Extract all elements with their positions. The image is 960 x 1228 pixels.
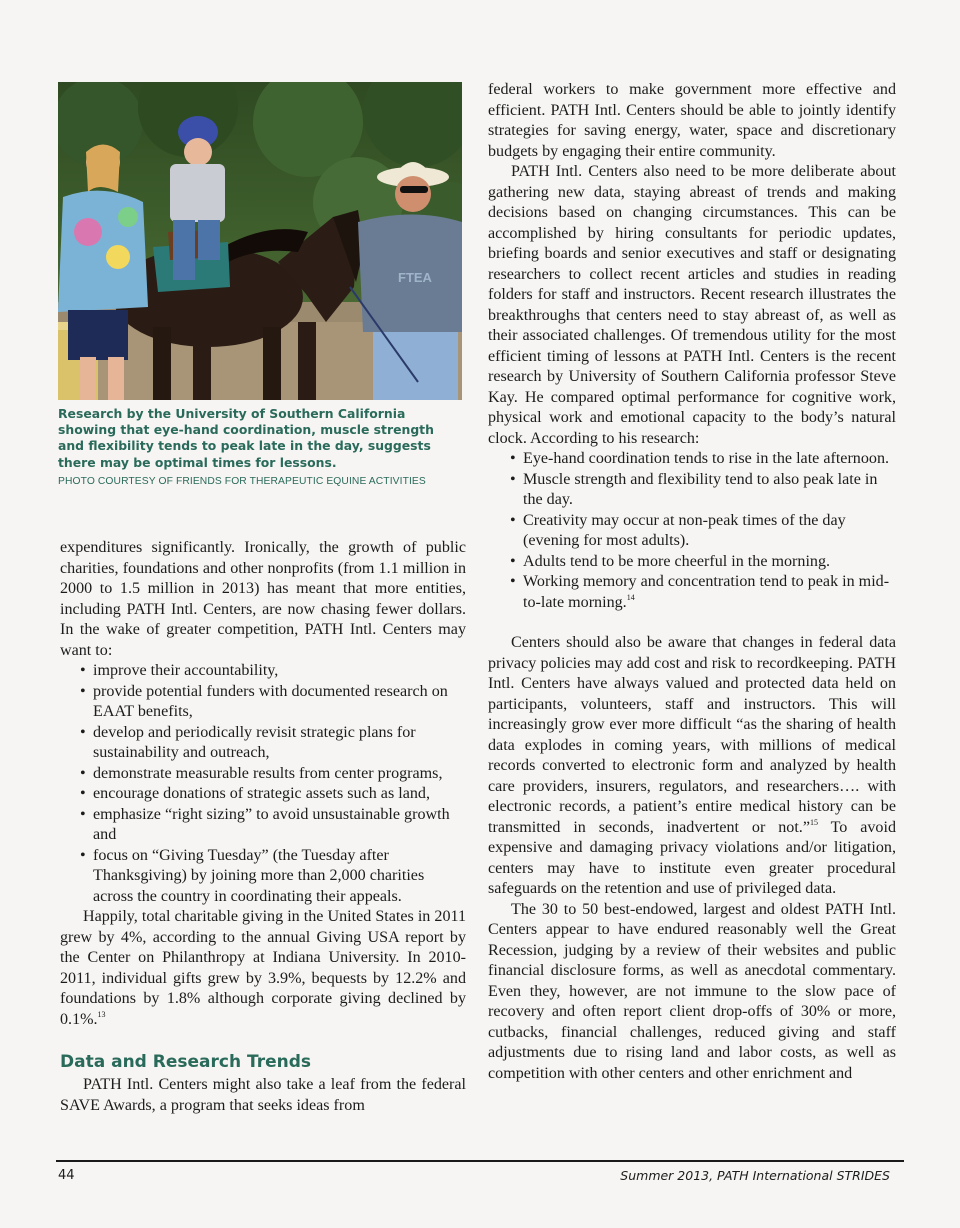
left-paragraph-1: expenditures significantly. Ironically, the growth of public charities, foundations and other nonprofits (from 1.1 million in 2000 to 1.5 million in 2013) has meant that more entities, including PATH Intl. Centers, are now chasing fewer dollars. In the wake of greater competition, PATH Intl. Centers may want to: xyxy=(60,539,466,659)
right-paragraph-1: federal workers to make government more effective and efficient. PATH Intl. Centers should be able to jointly identify strategies for saving energy, water, space and discretionary budgets by engaging their entire community. xyxy=(488,81,896,160)
list-item: • encourage donations of strategic assets such as land, xyxy=(80,784,466,805)
list-item: • demonstrate measurable results from center programs, xyxy=(80,764,466,785)
photo-credit: PHOTO COURTESY OF FRIENDS FOR THERAPEUTIC EQUINE ACTIVITIES xyxy=(58,476,426,487)
article-photo xyxy=(58,82,462,400)
footer-rule xyxy=(56,1160,904,1162)
right-paragraph-4: The 30 to 50 best-endowed, largest and oldest PATH Intl. Centers appear to have endured reasonably well the Great Recession, judging by a review of their websites and public financial disclosure forms, as well as anecdotal commentary. Even they, however, are not immune to the slow pace of recovery and often report client drop-offs of 30% or more, cutbacks, financial challenges, reduced giving and staff adjustments due to rising land and labor costs, as well as competition with other centers and other enrichment and xyxy=(488,900,896,1082)
right-paragraph-2: PATH Intl. Centers also need to be more deliberate about gathering new data, staying abreast of trends and making decisions based on changing circumstances. This can be accomplished by hiring consultants for periodic updates, briefing boards and senior executives and staff or designating researchers to collect recent articles and studies in reading folders for staff and instructors. Recent research illustrates the breakthroughs that centers need to stay abreast of, as well as their associated challenges. Of tremendous utility for the most efficient timing of lessons at PATH Intl. Centers is the recent research by University of Southern California professor Steve Kay. He compared optimal performance for cognitive work, physical work and emotional capacity to the body’s natural clock. According to his research: xyxy=(488,163,896,447)
list-item-text: Working memory and concentration tend to peak in mid-to-late morning. xyxy=(523,573,890,611)
list-item: • improve their accountability, xyxy=(80,661,466,682)
right-paragraph-3 xyxy=(488,633,896,900)
list-item: • provide potential funders with documented research on EAAT benefits, xyxy=(80,682,466,723)
list-item: • Eye-hand coordination tends to rise in the late afternoon. xyxy=(510,449,896,470)
footnote-ref-15: 15 xyxy=(809,817,818,827)
right-paragraph-3-text: Centers should also be aware that changes in federal data privacy policies may add cost and risk to recordkeeping. PATH Intl. Centers have always valued and protected data held on participants, volunteers, staff and instructors. This will increasingly grow ever more difficult “as the sharing of health data explodes in coming years, with millions of medical records converted to electronic form and analyzed by health care providers, insurers, regulators, and researchers…. with electronic records, a patient’s entire medical history can be transmitted in seconds, inadvertent or not.” xyxy=(488,634,896,836)
photo-caption: Research by the University of Southern California showing that eye-hand coordination, muscle strength and flexibility tends to peak late in the day, suggests there may be optimal times for lessons. xyxy=(58,406,434,470)
right-bullet-list xyxy=(488,449,896,613)
list-item: • develop and periodically revisit strategic plans for sustainability and outreach, xyxy=(80,723,466,764)
shirt-lettering: FTEA xyxy=(398,270,432,285)
list-item: • focus on “Giving Tuesday” (the Tuesday after Thanksgiving) by joining more than 2,000 charities across the country in coordinating their appeals. xyxy=(80,846,466,908)
right-paragraph-3-cont: To avoid expensive and damaging privacy violations and/or litigation, centers may have to institute even greater procedural safeguards on the retention and use of privileged data. xyxy=(488,818,897,897)
left-paragraph-2 xyxy=(60,907,466,1030)
left-bullet-list xyxy=(60,661,466,907)
left-column xyxy=(60,538,466,1116)
left-paragraph-2-text: Happily, total charitable giving in the United States in 2011 grew by 4%, according to the annual Giving USA report by the Center on Philanthropy at Indiana University. In 2010-2011, individual gifts grew by 3.9%, bequests by 12.2% and foundations by 1.8% although corporate giving declined by 0.1%. xyxy=(60,908,466,1028)
right-column xyxy=(488,80,896,1084)
list-item: • Creativity may occur at non-peak times of the day (evening for most adults). xyxy=(510,511,896,552)
page-number: 44 xyxy=(58,1168,75,1183)
running-title: Summer 2013, PATH International STRIDES xyxy=(620,1168,890,1183)
footnote-ref-13: 13 xyxy=(97,1009,106,1019)
list-item xyxy=(510,572,896,613)
list-item: • emphasize “right sizing” to avoid unsustainable growth and xyxy=(80,805,466,846)
section-heading: Data and Research Trends xyxy=(60,1052,312,1072)
footnote-ref-14: 14 xyxy=(626,592,635,602)
list-item: • Muscle strength and flexibility tend to also peak late in the day. xyxy=(510,470,896,511)
left-paragraph-3: PATH Intl. Centers might also take a leaf from the federal SAVE Awards, a program that seeks ideas from xyxy=(60,1076,466,1114)
list-item: • Adults tend to be more cheerful in the morning. xyxy=(510,552,896,573)
